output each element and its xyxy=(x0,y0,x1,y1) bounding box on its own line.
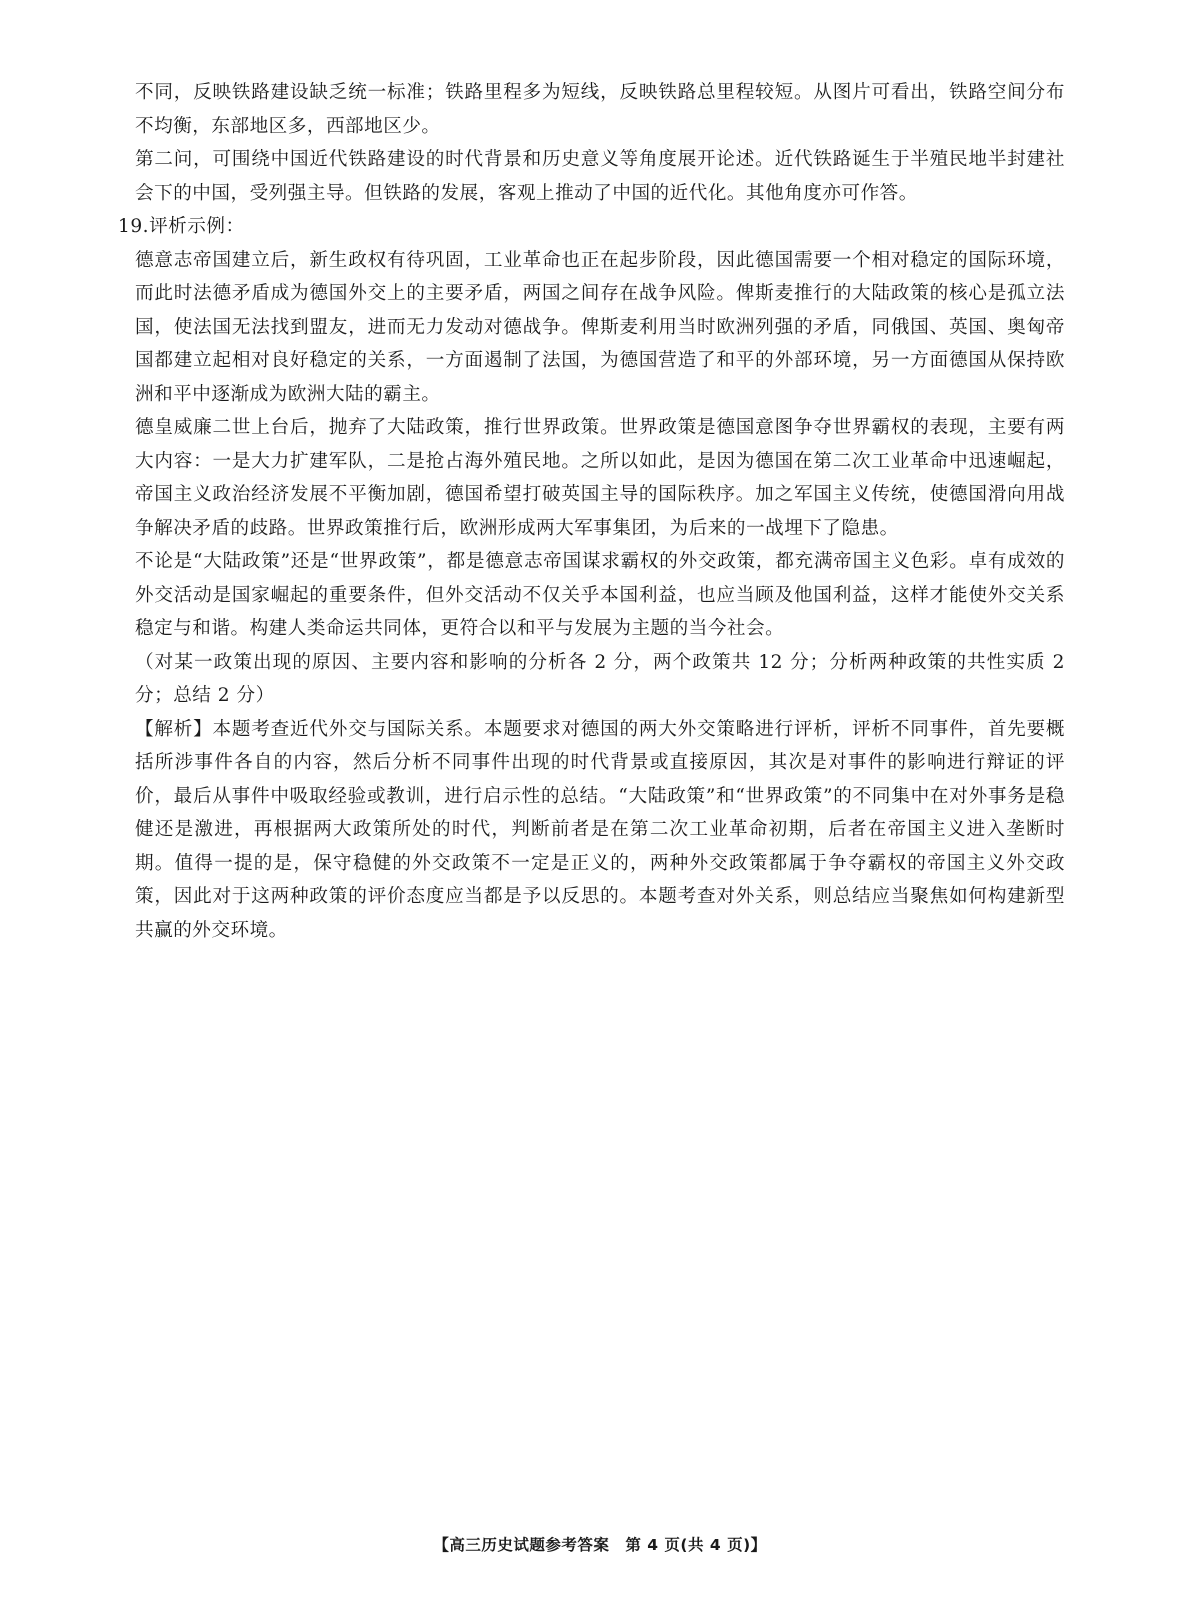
paragraph-wilhelm-world-policy: 德皇威廉二世上台后，抛弃了大陆政策，推行世界政策。世界政策是德国意图争夺世界霸权的表现，主要有两大内容：一是大力扩建军队，二是抢占海外殖民地。之所以如此，是因为德国在第二次工业革命中迅速崛起，帝国主义政治经济发展不平衡加剧，德国希望打破英国主导的国际秩序。加之军国主义传统，使德国滑向用战争解决矛盾的歧路。世界政策推行后，欧洲形成两大军事集团，为后来的一战埋下了隐患。 xyxy=(135,417,1065,539)
paragraph-railway-distribution: 不同，反映铁路建设缺乏统一标准；铁路里程多为短线，反映铁路总里程较短。从图片可看出，铁路空间分布不均衡，东部地区多，西部地区少。 xyxy=(135,82,1065,137)
answer-content xyxy=(118,76,1065,947)
paragraph-scoring-note: （对某一政策出现的原因、主要内容和影响的分析各 2 分，两个政策共 12 分；分析两种政策的共性实质 2 分；总结 2 分） xyxy=(135,651,1065,706)
paragraph-policy-comparison: 不论是“大陆政策”还是“世界政策”，都是德意志帝国谋求霸权的外交政策，都充满帝国主义色彩。卓有成效的外交活动是国家崛起的重要条件，但外交活动不仅关乎本国利益，也应当顾及他国利益，这样才能使外交关系稳定与和谐。构建人类命运共同体，更符合以和平与发展为主题的当今社会。 xyxy=(135,551,1065,639)
paragraph-analysis: 【解析】本题考查近代外交与国际关系。本题要求对德国的两大外交策略进行评析，评析不同事件，首先要概括所涉事件各自的内容，然后分析不同事件出现的时代背景或直接原因，其次是对事件的影响进行辩证的评价，最后从事件中吸取经验或教训，进行启示性的总结。“大陆政策”和“世界政策”的不同集中在对外事务是稳健还是激进，再根据两大政策所处的时代，判断前者是在第二次工业革命初期，后者在帝国主义进入垄断时期。值得一提的是，保守稳健的外交政策不一定是正义的，两种外交政策都属于争夺霸权的帝国主义外交政策，因此对于这两种政策的评价态度应当都是予以反思的。本题考查对外关系，则总结应当聚焦如何构建新型共赢的外交环境。 xyxy=(135,718,1065,941)
question-19-heading: 19.评析示例： xyxy=(118,216,245,237)
paragraph-bismarck-continental-policy: 德意志帝国建立后，新生政权有待巩固，工业革命也正在起步阶段，因此德国需要一个相对稳定的国际环境，而此时法德矛盾成为德国外交上的主要矛盾，两国之间存在战争风险。俾斯麦推行的大陆政策的核心是孤立法国，使法国无法找到盟友，进而无力发动对德战争。俾斯麦利用当时欧洲列强的矛盾，同俄国、英国、奥匈帝国都建立起相对良好稳定的关系，一方面遏制了法国，为德国营造了和平的外部环境，另一方面德国从保持欧洲和平中逐渐成为欧洲大陆的霸主。 xyxy=(135,249,1065,405)
paragraph-second-question: 第二问，可围绕中国近代铁路建设的时代背景和历史意义等角度展开论述。近代铁路诞生于半殖民地半封建社会下的中国，受列强主导。但铁路的发展，客观上推动了中国的近代化。其他角度亦可作答。 xyxy=(135,149,1065,204)
page-footer: 【高三历史试题参考答案 第 4 页(共 4 页)】 xyxy=(433,1536,767,1554)
